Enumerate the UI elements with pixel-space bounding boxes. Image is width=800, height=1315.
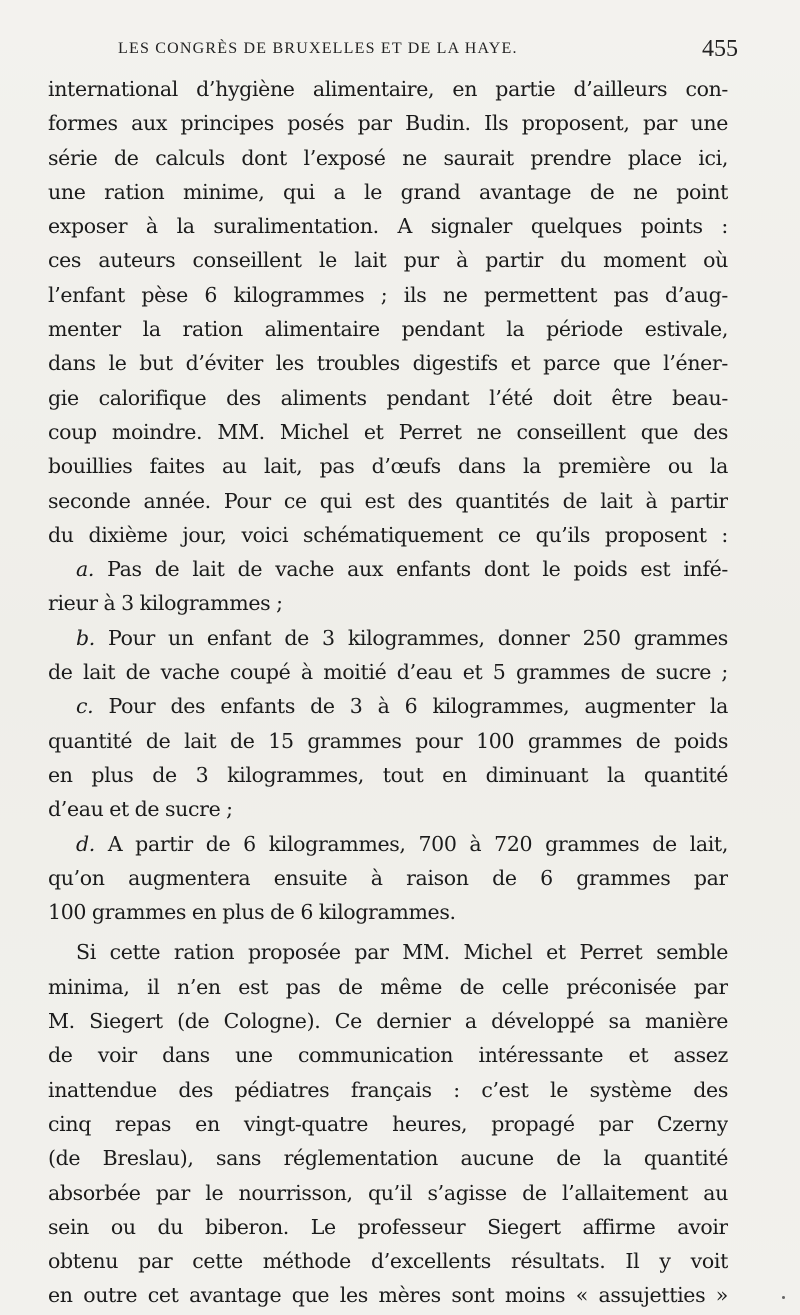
- text-line: du dixième jour, voici schématiquement ce qu’ils proposent :: [48, 522, 728, 547]
- text-line: d’eau et de sucre ;: [48, 797, 233, 822]
- text-line: M. Siegert (de Cologne). Ce dernier a développé sa manière: [48, 1009, 728, 1034]
- list-label: c.: [76, 694, 94, 719]
- text-line: cinq repas en vingt-quatre heures, propagé par Czerny: [48, 1111, 728, 1136]
- list-item-b: [48, 621, 728, 690]
- text-line: de lait de vache coupé à moitié d’eau et 5 grammes de sucre ;: [48, 660, 728, 685]
- text-line: obtenu par cette méthode d’excellents résultats. Il y voit: [48, 1249, 728, 1274]
- text-line: en plus de 3 kilogrammes, tout en diminuant la quantité: [48, 762, 728, 787]
- text-line: (de Breslau), sans réglementation aucune de la quantité: [48, 1146, 728, 1171]
- text-line: dans le but d’éviter les troubles digestifs et parce que l’éner-: [48, 351, 728, 376]
- list-label: a.: [76, 557, 95, 582]
- print-speck: [782, 1296, 785, 1299]
- text-line: coup moindre. MM. Michel et Perret ne conseillent que des: [48, 419, 728, 444]
- text-line: absorbée par le nourrisson, qu’il s’agisse de l’allaitement au: [48, 1180, 728, 1205]
- list-item-first-line: [48, 827, 728, 861]
- list-item-text: Pour un enfant de 3 kilogrammes, donner 250 grammes: [108, 625, 728, 650]
- text-line: inattendue des pédiatres français : c’est le système des: [48, 1077, 728, 1102]
- list-item-first-line: [48, 552, 728, 586]
- text-line: de voir dans une communication intéressante et assez: [48, 1043, 728, 1068]
- body-text: [48, 72, 728, 1313]
- list-item-c: [48, 689, 728, 826]
- page-number: 455: [702, 36, 738, 62]
- text-line: bouillies faites au lait, pas d’œufs dans la première ou la: [48, 454, 728, 479]
- list-item-d: [48, 827, 728, 930]
- text-line: seconde année. Pour ce qui est des quantités de lait à partir: [48, 488, 728, 513]
- text-line: une ration minime, qui a le grand avantage de ne point: [48, 179, 728, 204]
- list-item-text: A partir de 6 kilogrammes, 700 à 720 grammes de lait,: [107, 831, 728, 856]
- list-label: b.: [76, 625, 95, 650]
- text-line: ces auteurs conseillent le lait pur à partir du moment où: [48, 248, 728, 273]
- text-line: formes aux principes posés par Budin. Ils proposent, par une: [48, 111, 728, 136]
- list-item-text: Pour des enfants de 3 à 6 kilogrammes, augmenter la: [108, 694, 728, 719]
- text-line: menter la ration alimentaire pendant la période estivale,: [48, 317, 728, 342]
- list-item-first-line: [48, 621, 728, 655]
- text-line: rieur à 3 kilogrammes ;: [48, 591, 283, 616]
- text-line: l’enfant pèse 6 kilogrammes ; ils ne permettent pas d’aug-: [48, 282, 728, 307]
- text-line: quantité de lait de 15 grammes pour 100 grammes de poids: [48, 728, 728, 753]
- text-line: Si cette ration proposée par MM. Michel et Perret semble: [76, 940, 728, 965]
- list-label: d.: [76, 831, 95, 856]
- text-line: sein ou du biberon. Le professeur Siegert affirme avoir: [48, 1214, 728, 1239]
- list-item-text: Pas de lait de vache aux enfants dont le poids est infé-: [107, 557, 728, 582]
- text-line: qu’on augmentera ensuite à raison de 6 grammes par: [48, 865, 728, 890]
- list-item-first-line: [48, 689, 728, 723]
- text-line: gie calorifique des aliments pendant l’été doit être beau-: [48, 385, 728, 410]
- text-line: en outre cet avantage que les mères sont moins « assujetties »: [48, 1283, 728, 1308]
- text-line: exposer à la suralimentation. A signaler quelques points :: [48, 214, 728, 239]
- text-line: minima, il n’en est pas de même de celle préconisée par: [48, 974, 728, 999]
- text-line: international d’hygiène alimentaire, en partie d’ailleurs con-: [48, 77, 728, 101]
- text-line: série de calculs dont l’exposé ne saurait prendre place ici,: [48, 145, 728, 170]
- paragraph: [48, 935, 728, 1312]
- running-title: LES CONGRÈS DE BRUXELLES ET DE LA HAYE.: [118, 40, 518, 57]
- list-item-a: [48, 552, 728, 621]
- paragraph-continued: [48, 72, 728, 552]
- proposal-list: [48, 552, 728, 929]
- text-line: 100 grammes en plus de 6 kilogrammes.: [48, 900, 456, 925]
- running-head: [48, 34, 738, 64]
